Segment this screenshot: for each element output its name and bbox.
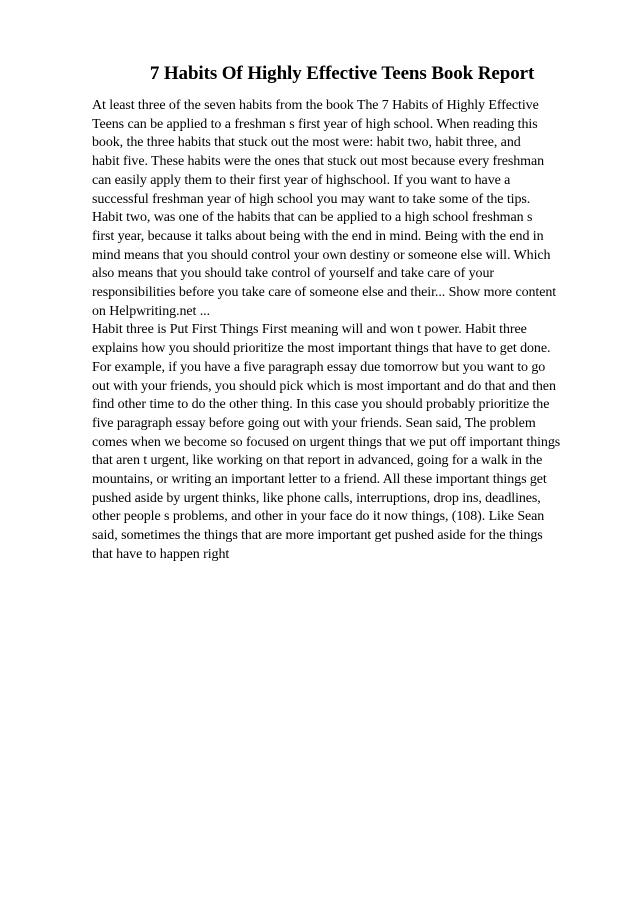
text-line: At least three of the seven habits from the book The 7 Habits of Highly Effective — [92, 98, 539, 113]
text-line: first year, because it talks about being with the end in mind. Being with the end in — [92, 228, 544, 244]
text-line: that aren t urgent, like working on that report in advanced, going for a walk in the — [92, 453, 543, 469]
text-line: responsibilities before you take care of someone else and their... Show more content — [92, 285, 557, 301]
text-line: out with your friends, you should pick which is most important and do that and then — [92, 378, 556, 394]
document-body — [92, 97, 592, 565]
text-line: mountains, or writing an important letter to a friend. All these important things get — [92, 472, 547, 488]
text-line: said, sometimes the things that are more important get pushed aside for the things — [92, 528, 543, 544]
text-line: habit five. These habits were the ones that stuck out most because every freshman — [92, 154, 545, 170]
text-line: Teens can be applied to a freshman s first year of high school. When reading this — [92, 116, 538, 132]
text-line: also means that you should take control of yourself and take care of your — [92, 266, 494, 282]
text-line: other people s problems, and other in your face do it now things, (108). Like Sean — [92, 509, 545, 525]
text-line: explains how you should prioritize the most important things that have to get done. — [92, 341, 551, 357]
text-line: mind means that you should control your own destiny or someone else will. Which — [92, 247, 551, 263]
text-line: five paragraph essay before going out with your friends. Sean said, The problem — [92, 415, 536, 431]
text-line: Habit three is Put First Things First meaning will and won t power. Habit three — [92, 322, 527, 338]
text-line: Habit two, was one of the habits that can be applied to a high school freshman s — [92, 210, 533, 226]
text-line: that have to happen right — [92, 546, 230, 562]
text-line: find other time to do the other thing. In this case you should probably prioritize the — [92, 397, 550, 413]
text-line: can easily apply them to their first year of highschool. If you want to have a — [92, 172, 511, 188]
text-line: book, the three habits that stuck out the most were: habit two, habit three, and — [92, 135, 521, 151]
text-line: on Helpwriting.net ... — [92, 303, 210, 319]
text-line: successful freshman year of high school you may want to take some of the tips. — [92, 191, 531, 207]
text-line: pushed aside by urgent thinks, like phone calls, interruptions, drop ins, deadlines, — [92, 490, 541, 506]
text-line: comes when we become so focused on urgent things that we put off important things — [92, 434, 561, 450]
text-line: For example, if you have a five paragraph essay due tomorrow but you want to go — [92, 359, 546, 375]
document-title: 7 Habits Of Highly Effective Teens Book Report — [149, 63, 535, 84]
